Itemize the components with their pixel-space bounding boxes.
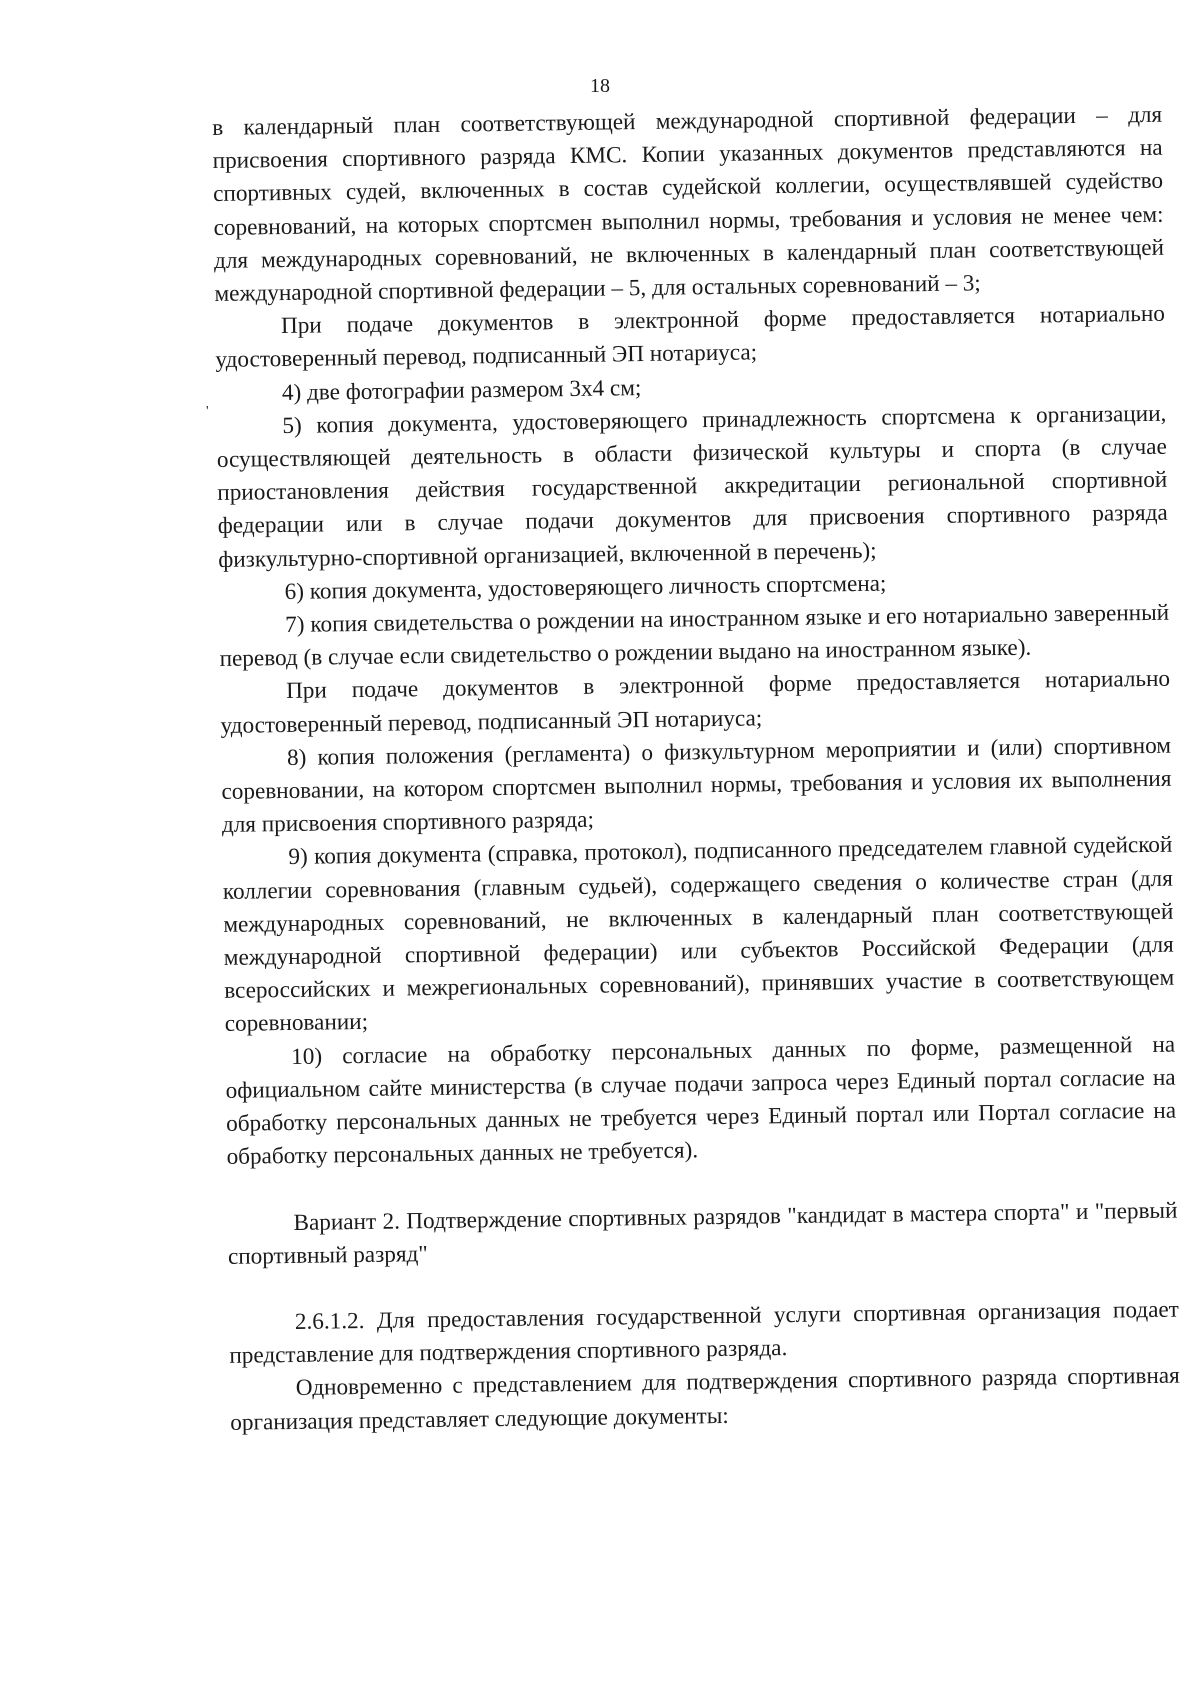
list-item-10: 10) согласие на обработку персональных данных по форме, размещенной на официальном сайте министерства (в случае подачи запроса через Единый портал согласие на обработку персональных данных не требуется через Единый портал или Портал согласие на обработку персональных данных не требуется). bbox=[225, 1031, 1177, 1171]
page-number: 18 bbox=[590, 75, 610, 97]
document-body bbox=[212, 99, 1180, 1440]
section-heading-variant-2: Вариант 2. Подтверждение спортивных разрядов "кандидат в мастера спорта" и "первый спортивный разряд" bbox=[227, 1197, 1178, 1270]
paragraph-electronic-submission-note: При подаче документов в электронной форме предоставляется нотариально удостоверенный перевод, подписанный ЭП нотариуса; bbox=[215, 300, 1166, 374]
scan-mark: ' bbox=[206, 404, 209, 419]
paragraph-electronic-submission-note-2: При подаче документов в электронной форме предоставляется нотариально удостоверенный перевод, подписанный ЭП нотариуса; bbox=[220, 666, 1171, 739]
list-item-8: 8) копия положения (регламента) о физкультурном мероприятии и (или) спортивном соревновании, на котором спортсмен выполнил нормы, требования и условия их выполнения для присвоения спортивного разряда; bbox=[221, 732, 1172, 839]
paragraph-2-6-1-2: 2.6.1.2. Для предоставления государственной услуги спортивная организация подает представление для подтверждения спортивного разряда. bbox=[229, 1296, 1179, 1369]
list-item-7: 7) копия свидетельства о рождении на иностранном языке и его нотариально заверенный перевод (в случае если свидетельство о рождении выдано на иностранном языке). bbox=[219, 599, 1170, 673]
list-item-9: 9) копия документа (справка, протокол), подписанного председателем главной судейской коллегии соревнования (главным судьей), содержащего сведения о количестве стран (для международных соревнований, не включенных в календарный план соответствующей международной спортивной федерации) или субъектов Российской Федерации (для всероссийских и межрегиональных соревнований), принявших участие в соответствующем соревновании; bbox=[222, 832, 1175, 1038]
list-item-6: 6) копия документа, удостоверяющего личность спортсмена; bbox=[284, 570, 887, 605]
paragraph-continuation: в календарный план соответствующей международной спортивной федерации – для присвоения спортивного разряда КМС. Копии указанных документов представляются на спортивных судей, включенных в состав судейской коллегии, осуществлявшей судейство соревнований, на которых спортсмен выполнил нормы, требования и условия не менее чем: для международных соревнований, не включенных в календарный план соответствующей международной спортивной федерации – 5, для остальных соревнований – 3; bbox=[212, 101, 1165, 307]
list-item-4: 4) две фотографии размером 3х4 см; bbox=[281, 374, 642, 406]
paragraph-simultaneously: Одновременно с представлением для подтверждения спортивного разряда спортивная организация представляет следующие документы: bbox=[230, 1362, 1180, 1436]
list-item-5: 5) копия документа, удостоверяющего принадлежность спортсмена к организации, осуществляющей деятельность в области физической культуры и спорта (в случае приостановления действия государственной аккредитации региональной спортивной федерации или в случае подачи документов для присвоения спортивного разряда физкультурно-спортивной организацией, включенной в перечень); bbox=[216, 400, 1168, 573]
